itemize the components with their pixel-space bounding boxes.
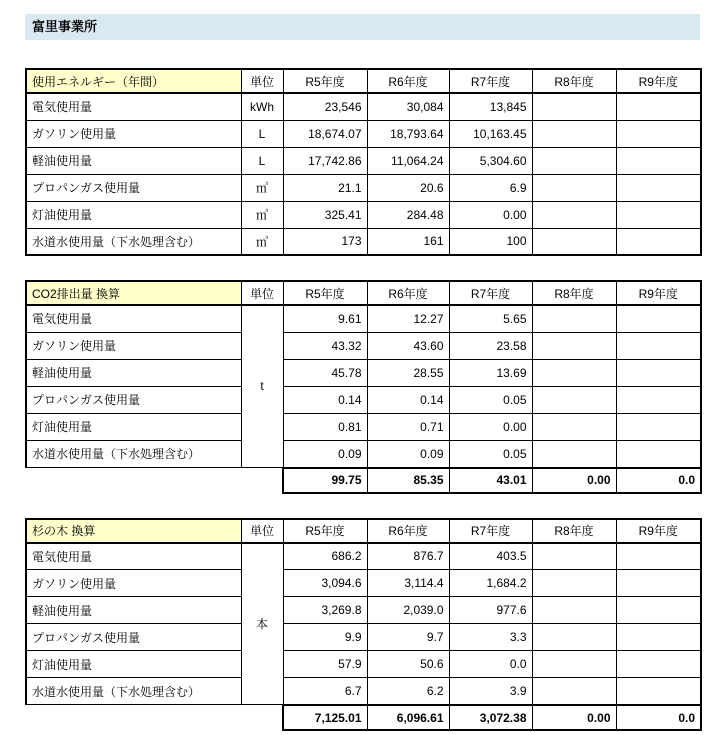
value-cell: 23,546 bbox=[283, 93, 367, 120]
value-cell: 57.9 bbox=[283, 651, 367, 678]
row-label: 水道水使用量（下水処理含む） bbox=[26, 228, 241, 255]
value-cell: 13,845 bbox=[449, 93, 532, 120]
value-cell bbox=[616, 678, 701, 705]
value-cell: 12.27 bbox=[367, 305, 449, 332]
table-block-cedar-tree bbox=[25, 518, 700, 732]
value-cell: 28.55 bbox=[367, 359, 449, 386]
value-cell bbox=[532, 440, 616, 467]
unit-cell: ㎥ bbox=[241, 228, 283, 255]
value-cell bbox=[616, 120, 701, 147]
total-cell: 6,096.61 bbox=[367, 705, 449, 730]
header-row bbox=[26, 519, 701, 543]
year-column-header: R7年度 bbox=[449, 69, 532, 93]
total-cell: 0.0 bbox=[616, 468, 701, 493]
table-row bbox=[26, 174, 701, 201]
value-cell: 23.58 bbox=[449, 332, 532, 359]
value-cell: 18,674.07 bbox=[283, 120, 367, 147]
unit-cell: L bbox=[241, 147, 283, 174]
row-label: ガソリン使用量 bbox=[26, 120, 241, 147]
value-cell: 3.9 bbox=[449, 678, 532, 705]
year-column-header: R9年度 bbox=[616, 69, 701, 93]
value-cell: 284.48 bbox=[367, 201, 449, 228]
table-title: CO2排出量 換算 bbox=[26, 281, 241, 305]
total-cell: 43.01 bbox=[449, 468, 532, 493]
value-cell: 2,039.0 bbox=[367, 597, 449, 624]
value-cell bbox=[532, 201, 616, 228]
unit-cell: ㎥ bbox=[241, 174, 283, 201]
row-label: 水道水使用量（下水処理含む） bbox=[26, 678, 241, 705]
value-cell: 18,793.64 bbox=[367, 120, 449, 147]
value-cell bbox=[616, 440, 701, 467]
value-cell: 0.0 bbox=[449, 651, 532, 678]
table-row bbox=[26, 228, 701, 255]
row-label: 軽油使用量 bbox=[26, 597, 241, 624]
row-label: プロパンガス使用量 bbox=[26, 386, 241, 413]
table-row bbox=[26, 201, 701, 228]
value-cell bbox=[616, 597, 701, 624]
value-cell bbox=[532, 93, 616, 120]
value-cell bbox=[532, 413, 616, 440]
year-column-header: R9年度 bbox=[616, 519, 701, 543]
value-cell: 43.60 bbox=[367, 332, 449, 359]
value-cell bbox=[532, 305, 616, 332]
value-cell: 0.81 bbox=[283, 413, 367, 440]
value-cell: 3,269.8 bbox=[283, 597, 367, 624]
value-cell bbox=[532, 570, 616, 597]
value-cell: 161 bbox=[367, 228, 449, 255]
merged-unit-cell: 本 bbox=[241, 543, 283, 705]
value-cell bbox=[532, 332, 616, 359]
value-cell: 20.6 bbox=[367, 174, 449, 201]
value-cell bbox=[616, 305, 701, 332]
table-block-usage-energy bbox=[25, 68, 700, 256]
value-cell bbox=[616, 543, 701, 570]
value-cell: 17,742.86 bbox=[283, 147, 367, 174]
row-label: 電気使用量 bbox=[26, 543, 241, 570]
row-label: プロパンガス使用量 bbox=[26, 624, 241, 651]
value-cell: 21.1 bbox=[283, 174, 367, 201]
year-column-header: R8年度 bbox=[532, 519, 616, 543]
value-cell: 403.5 bbox=[449, 543, 532, 570]
table-row bbox=[26, 305, 701, 332]
header-row bbox=[26, 281, 701, 305]
row-label: 電気使用量 bbox=[26, 305, 241, 332]
table-row bbox=[26, 440, 701, 467]
table-row bbox=[26, 386, 701, 413]
value-cell bbox=[616, 201, 701, 228]
table-row bbox=[26, 651, 701, 678]
value-cell: 0.14 bbox=[367, 386, 449, 413]
value-cell: 6.9 bbox=[449, 174, 532, 201]
year-column-header: R7年度 bbox=[449, 519, 532, 543]
value-cell: 6.7 bbox=[283, 678, 367, 705]
value-cell: 0.14 bbox=[283, 386, 367, 413]
table-row bbox=[26, 120, 701, 147]
table-row bbox=[26, 678, 701, 705]
year-column-header: R6年度 bbox=[367, 281, 449, 305]
row-label: プロパンガス使用量 bbox=[26, 174, 241, 201]
total-cell: 0.00 bbox=[532, 468, 616, 493]
row-label: 灯油使用量 bbox=[26, 413, 241, 440]
value-cell bbox=[532, 228, 616, 255]
total-row bbox=[283, 705, 701, 730]
value-cell: 50.6 bbox=[367, 651, 449, 678]
year-column-header: R6年度 bbox=[367, 519, 449, 543]
table-row bbox=[26, 624, 701, 651]
value-cell: 173 bbox=[283, 228, 367, 255]
value-cell bbox=[616, 386, 701, 413]
table-row bbox=[26, 543, 701, 570]
value-cell: 45.78 bbox=[283, 359, 367, 386]
year-column-header: R5年度 bbox=[283, 69, 367, 93]
unit-column-header: 単位 bbox=[241, 281, 283, 305]
table-title: 使用エネルギー（年間） bbox=[26, 69, 241, 93]
row-label: 軽油使用量 bbox=[26, 359, 241, 386]
value-cell bbox=[616, 413, 701, 440]
value-cell: 686.2 bbox=[283, 543, 367, 570]
value-cell bbox=[532, 386, 616, 413]
total-cell: 7,125.01 bbox=[283, 705, 367, 730]
value-cell: 0.00 bbox=[449, 201, 532, 228]
value-cell: 30,084 bbox=[367, 93, 449, 120]
value-cell bbox=[532, 120, 616, 147]
row-label: 水道水使用量（下水処理含む） bbox=[26, 440, 241, 467]
value-cell bbox=[532, 543, 616, 570]
value-cell: 11,064.24 bbox=[367, 147, 449, 174]
value-cell: 100 bbox=[449, 228, 532, 255]
value-cell bbox=[532, 359, 616, 386]
value-cell bbox=[532, 597, 616, 624]
unit-cell: ㎥ bbox=[241, 201, 283, 228]
header-row bbox=[26, 69, 701, 93]
value-cell bbox=[616, 147, 701, 174]
value-cell bbox=[532, 651, 616, 678]
year-column-header: R9年度 bbox=[616, 281, 701, 305]
value-cell: 5.65 bbox=[449, 305, 532, 332]
value-cell: 9.9 bbox=[283, 624, 367, 651]
value-cell: 3.3 bbox=[449, 624, 532, 651]
value-cell bbox=[616, 174, 701, 201]
value-cell: 9.7 bbox=[367, 624, 449, 651]
table-row bbox=[26, 597, 701, 624]
value-cell bbox=[616, 570, 701, 597]
value-cell bbox=[616, 624, 701, 651]
value-cell: 3,094.6 bbox=[283, 570, 367, 597]
value-cell: 9.61 bbox=[283, 305, 367, 332]
value-cell: 0.09 bbox=[283, 440, 367, 467]
value-cell: 3,114.4 bbox=[367, 570, 449, 597]
data-table-usage-energy bbox=[25, 68, 702, 256]
value-cell bbox=[532, 624, 616, 651]
value-cell bbox=[616, 359, 701, 386]
unit-column-header: 単位 bbox=[241, 519, 283, 543]
table-row bbox=[26, 570, 701, 597]
table-row bbox=[26, 147, 701, 174]
table-row bbox=[26, 413, 701, 440]
total-cell: 99.75 bbox=[283, 468, 367, 493]
row-label: 軽油使用量 bbox=[26, 147, 241, 174]
total-cell: 85.35 bbox=[367, 468, 449, 493]
table-row bbox=[26, 332, 701, 359]
office-title-bar: 富里事業所 bbox=[25, 14, 700, 40]
total-cell: 3,072.38 bbox=[449, 705, 532, 730]
value-cell: 0.05 bbox=[449, 440, 532, 467]
table-title: 杉の木 換算 bbox=[26, 519, 241, 543]
table-block-co2-emission bbox=[25, 280, 700, 494]
value-cell: 10,163.45 bbox=[449, 120, 532, 147]
value-cell bbox=[532, 174, 616, 201]
year-column-header: R8年度 bbox=[532, 69, 616, 93]
data-table-cedar-tree bbox=[25, 518, 702, 706]
value-cell bbox=[616, 228, 701, 255]
total-cell: 0.0 bbox=[616, 705, 701, 730]
year-column-header: R5年度 bbox=[283, 519, 367, 543]
row-label: 灯油使用量 bbox=[26, 651, 241, 678]
value-cell: 6.2 bbox=[367, 678, 449, 705]
year-column-header: R6年度 bbox=[367, 69, 449, 93]
value-cell: 0.05 bbox=[449, 386, 532, 413]
total-row-co2-emission bbox=[282, 467, 702, 494]
unit-column-header: 単位 bbox=[241, 69, 283, 93]
total-cell: 0.00 bbox=[532, 705, 616, 730]
value-cell: 13.69 bbox=[449, 359, 532, 386]
value-cell: 0.00 bbox=[449, 413, 532, 440]
value-cell bbox=[616, 651, 701, 678]
value-cell: 0.09 bbox=[367, 440, 449, 467]
year-column-header: R5年度 bbox=[283, 281, 367, 305]
year-column-header: R8年度 bbox=[532, 281, 616, 305]
table-row bbox=[26, 93, 701, 120]
unit-cell: L bbox=[241, 120, 283, 147]
row-label: 灯油使用量 bbox=[26, 201, 241, 228]
merged-unit-cell: t bbox=[241, 305, 283, 467]
tables-container bbox=[25, 68, 700, 731]
value-cell: 0.71 bbox=[367, 413, 449, 440]
row-label: 電気使用量 bbox=[26, 93, 241, 120]
row-label: ガソリン使用量 bbox=[26, 332, 241, 359]
value-cell bbox=[616, 332, 701, 359]
value-cell: 977.6 bbox=[449, 597, 532, 624]
value-cell: 1,684.2 bbox=[449, 570, 532, 597]
value-cell: 5,304.60 bbox=[449, 147, 532, 174]
value-cell bbox=[532, 147, 616, 174]
unit-cell: kWh bbox=[241, 93, 283, 120]
total-row-cedar-tree bbox=[282, 704, 702, 731]
value-cell bbox=[532, 678, 616, 705]
total-row bbox=[283, 468, 701, 493]
row-label: ガソリン使用量 bbox=[26, 570, 241, 597]
value-cell: 325.41 bbox=[283, 201, 367, 228]
table-row bbox=[26, 359, 701, 386]
value-cell: 43.32 bbox=[283, 332, 367, 359]
year-column-header: R7年度 bbox=[449, 281, 532, 305]
value-cell bbox=[616, 93, 701, 120]
data-table-co2-emission bbox=[25, 280, 702, 468]
value-cell: 876.7 bbox=[367, 543, 449, 570]
